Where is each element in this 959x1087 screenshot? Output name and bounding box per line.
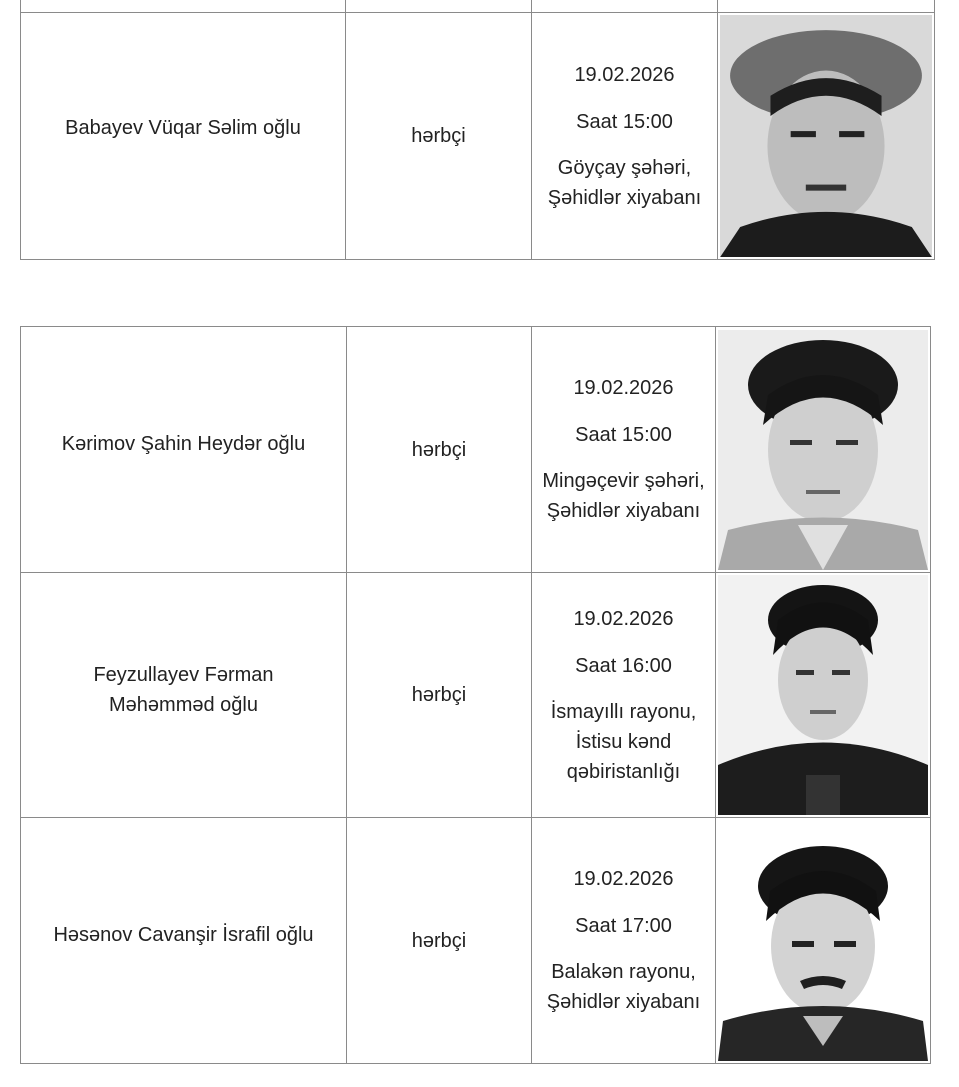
- ceremony-info: [532, 13, 718, 260]
- ceremony-time: Saat 15:00: [575, 424, 672, 446]
- table-row: [21, 13, 935, 260]
- person-name: Babayev Vüqar Səlim oğlu: [21, 13, 346, 260]
- ceremony-time: Saat 15:00: [576, 110, 673, 133]
- ceremony-date: 19.02.2026: [574, 63, 675, 86]
- ceremony-place: Balakən rayonu, Şəhidlər xiyabanı: [546, 961, 701, 1013]
- ceremony-info: [532, 818, 716, 1064]
- person-name: Kərimov Şahin Heydər oğlu: [21, 327, 347, 573]
- portrait-icon: [720, 15, 932, 257]
- portrait-photo: [716, 573, 931, 818]
- portrait-icon: [718, 821, 928, 1061]
- person-category: hərbçi: [346, 13, 532, 260]
- person-category: hərbçi: [347, 818, 532, 1064]
- portrait-icon: [718, 330, 928, 570]
- empty-cell: [718, 0, 935, 13]
- ceremony-info: [532, 573, 716, 818]
- empty-cell: [532, 0, 718, 13]
- ceremony-time: Saat 17:00: [575, 915, 672, 937]
- ceremony-date: 19.02.2026: [573, 377, 674, 399]
- burial-table-1: [20, 0, 935, 260]
- portrait-photo: [718, 13, 935, 260]
- ceremony-date: 19.02.2026: [573, 868, 674, 890]
- portrait-photo: [716, 327, 931, 573]
- ceremony-place: Mingəçevir şəhəri, Şəhidlər xiyabanı: [542, 470, 705, 522]
- table-row: [21, 327, 931, 573]
- table-row-empty: [21, 0, 935, 13]
- person-name: Feyzullayev Fərman Məhəmməd oğlu: [21, 573, 347, 818]
- ceremony-info: [532, 327, 716, 573]
- portrait-icon: [718, 575, 928, 815]
- ceremony-date: 19.02.2026: [573, 607, 674, 630]
- person-category: hərbçi: [347, 327, 532, 573]
- person-category: hərbçi: [347, 573, 532, 818]
- ceremony-time: Saat 16:00: [575, 654, 672, 677]
- portrait-photo: [716, 818, 931, 1064]
- ceremony-place: İsmayıllı rayonu, İstisu kənd qəbiristanlığı: [550, 700, 697, 783]
- empty-cell: [346, 0, 532, 13]
- table-row: [21, 573, 931, 818]
- burial-table-2: [20, 326, 931, 1064]
- empty-cell: [21, 0, 346, 13]
- table-row: [21, 818, 931, 1064]
- ceremony-place: Göyçay şəhəri, Şəhidlər xiyabanı: [547, 156, 702, 209]
- person-name: Həsənov Cavanşir İsrafil oğlu: [21, 818, 347, 1064]
